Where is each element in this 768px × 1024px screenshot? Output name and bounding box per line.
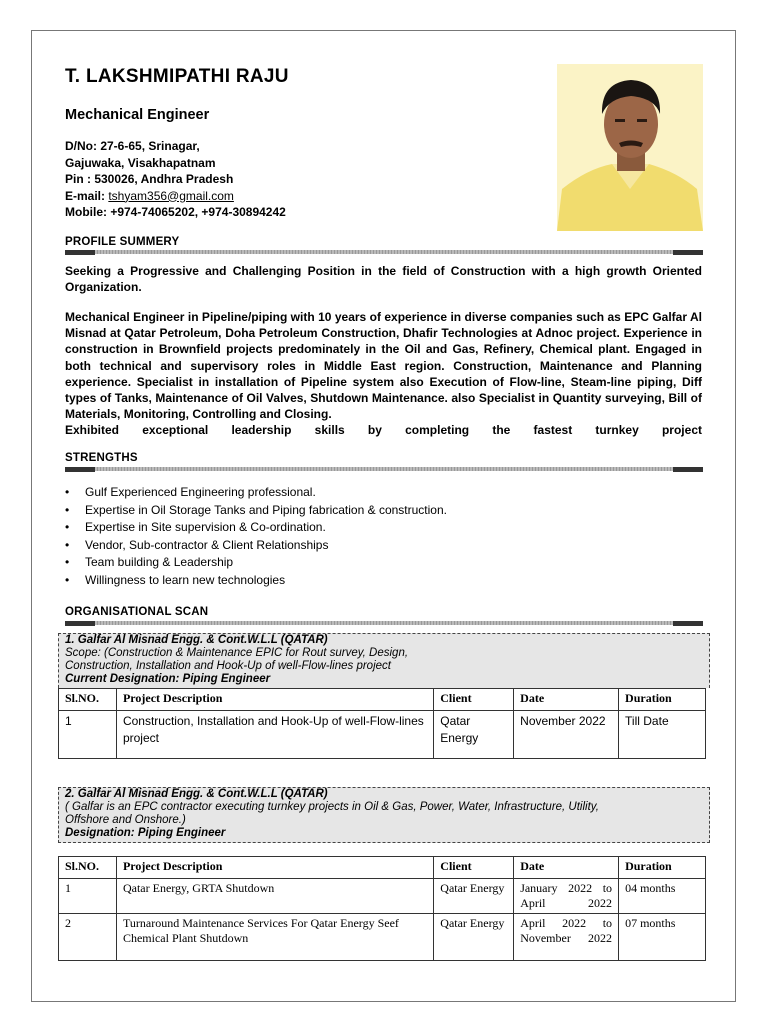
- profile-summary: Mechanical Engineer in Pipeline/piping with 10 years of experience in diverse companies such as EPC Galfar Al Misnad at Qatar Petroleum, Doha Petroleum Construction, Dhafir Technologies at Adnoc project. Experience in construction in Brownfield projects predominately in the Oil and Gas, Refinery, Chemical plant. Engaged in both technical and supervisory roles in Middle East region. Construction, Maintenance and Planning experience. Specialist in installation of Pipeline system also Execution of Flow-line, Steam-line piping, Diff types of Tanks, Maintenance of Oil Valves, Shutdown Maintenance. also Specialist in Quantity surveying, Bill of Materials, Monitoring, Controlling and Closing.: [65, 310, 702, 422]
- strengths-heading: STRENGTHS: [65, 452, 138, 464]
- org-heading: ORGANISATIONAL SCAN: [65, 606, 209, 618]
- profile-objective: Seeking a Progressive and Challenging Position in the field of Construction with a high growth Oriented Organization.: [65, 264, 702, 295]
- company-2-designation: Designation: Piping Engineer: [65, 827, 226, 839]
- email-line: E-mail: tshyam356@gmail.com: [65, 188, 234, 203]
- list-item: • Willingness to learn new technologies: [65, 572, 447, 590]
- list-item: • Gulf Experienced Engineering professional.: [65, 484, 447, 502]
- company-1-scope: Construction, Installation and Hook-Up of well-Flow-lines project: [65, 660, 391, 672]
- list-item: • Expertise in Oil Storage Tanks and Piping fabrication & construction.: [65, 502, 447, 520]
- list-item: • Vendor, Sub-contractor & Client Relationships: [65, 537, 447, 555]
- table-row: 1 Construction, Installation and Hook-Up of well-Flow-lines project Qatar Energy November 2022 Till Date: [59, 711, 706, 759]
- profile-leadership: Exhibited exceptional leadership skills by completing the fastest turnkey project: [65, 423, 702, 437]
- address-line: Pin : 530026, Andhra Pradesh: [65, 172, 234, 186]
- section-divider: [65, 467, 703, 471]
- list-item: • Team building & Leadership: [65, 554, 447, 572]
- profile-photo: [557, 64, 703, 231]
- table-header-row: Sl.NO. Project Description Client Date Duration: [59, 689, 706, 711]
- company-2-title: 2. Galfar Al Misnad Engg. & Cont.W.L.L (QATAR): [65, 788, 328, 800]
- contact-block: [65, 138, 286, 221]
- list-item: • Expertise in Site supervision & Co-ordination.: [65, 519, 447, 537]
- company-1-title: 1. Galfar Al Misnad Engg. & Cont.W.L.L (QATAR): [65, 634, 328, 646]
- projects-table-1: [58, 688, 706, 759]
- email-link[interactable]: tshyam356@gmail.com: [108, 188, 234, 203]
- company-1-designation: Current Designation: Piping Engineer: [65, 673, 271, 685]
- table-row: 2 Turnaround Maintenance Services For Qatar Energy Seef Chemical Plant Shutdown Qatar Energy April 2022 to November 2022 07 months: [59, 914, 706, 961]
- candidate-name: T. LAKSHMIPATHI RAJU: [65, 66, 289, 87]
- section-divider: [65, 621, 703, 625]
- strengths-list: [65, 484, 447, 590]
- table-row: 1 Qatar Energy, GRTA Shutdown Qatar Energy January 2022 to April 2022 04 months: [59, 879, 706, 914]
- company-1-box: [58, 633, 710, 688]
- table-header-row: Sl.NO. Project Description Client Date Duration: [59, 857, 706, 879]
- job-title: Mechanical Engineer: [65, 107, 210, 123]
- projects-table-2: [58, 856, 706, 961]
- section-divider: [65, 250, 703, 254]
- company-1-scope: Scope: (Construction & Maintenance EPIC for Rout survey, Design,: [65, 647, 409, 659]
- address-line: Gajuwaka, Visakhapatnam: [65, 155, 216, 170]
- company-2-box: [58, 787, 710, 843]
- profile-heading: PROFILE SUMMERY: [65, 236, 180, 248]
- mobile-line: Mobile: +974-74065202, +974-30894242: [65, 205, 286, 219]
- company-2-scope: Offshore and Onshore.): [65, 814, 186, 826]
- address-line: D/No: 27-6-65, Srinagar,: [65, 139, 200, 153]
- company-2-scope: ( Galfar is an EPC contractor executing turnkey projects in Oil & Gas, Power, Water, Infrastructure, Utility,: [65, 801, 599, 813]
